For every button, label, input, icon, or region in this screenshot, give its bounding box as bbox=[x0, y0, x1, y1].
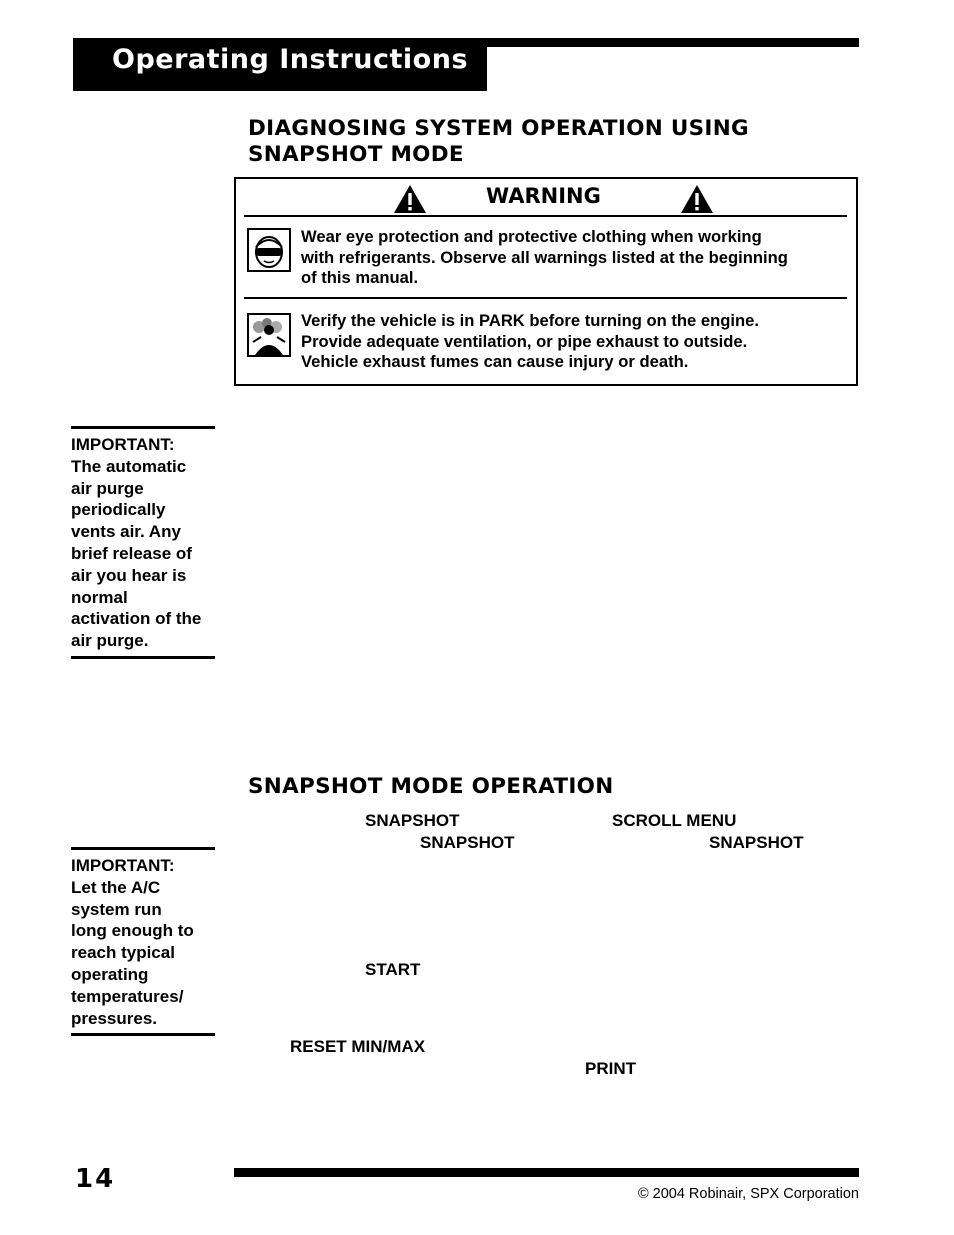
page-title: Operating Instructions bbox=[112, 44, 469, 75]
warning-title: WARNING bbox=[486, 184, 601, 208]
important-note-rule bbox=[71, 847, 215, 850]
exhaust-fumes-icon bbox=[249, 315, 289, 355]
eye-protection-icon-frame bbox=[247, 228, 291, 272]
label-snapshot: SNAPSHOT bbox=[420, 833, 515, 852]
label-scroll-menu: SCROLL MENU bbox=[612, 811, 737, 830]
important-note-rule bbox=[71, 1033, 215, 1036]
important-note-rule bbox=[71, 656, 215, 659]
warning-text-exhaust: Verify the vehicle is in PARK before turning on the engine. Provide adequate ventilation, or pipe exhaust to outside. Vehicle exhaust fumes can cause injury or death. bbox=[301, 311, 759, 371]
label-snapshot: SNAPSHOT bbox=[709, 833, 804, 852]
important-note-air-purge: IMPORTANT: The automatic air purge periodically vents air. Any brief release of air you hear is normal activation of the air purge. bbox=[71, 435, 202, 651]
section-heading-diagnosing: DIAGNOSING SYSTEM OPERATION USING SNAPSHOT MODE bbox=[248, 116, 749, 167]
eye-protection-icon bbox=[249, 230, 289, 270]
label-print: PRINT bbox=[585, 1059, 636, 1078]
exhaust-fumes-icon-frame bbox=[247, 313, 291, 357]
important-note-ac-system: IMPORTANT: Let the A/C system run long enough to reach typical operating temperatures/ pressures. bbox=[71, 856, 194, 1028]
footer-rule bbox=[234, 1168, 859, 1177]
section-heading-snapshot-operation: SNAPSHOT MODE OPERATION bbox=[248, 774, 614, 799]
label-reset-min-max: RESET MIN/MAX bbox=[290, 1037, 426, 1056]
label-start: START bbox=[365, 960, 421, 979]
copyright-notice: © 2004 Robinair, SPX Corporation bbox=[637, 1186, 859, 1202]
label-snapshot: SNAPSHOT bbox=[365, 811, 460, 830]
warning-divider bbox=[244, 215, 847, 217]
warning-triangle-icon bbox=[680, 184, 714, 214]
warning-text-eye-protection: Wear eye protection and protective clothing when working with refrigerants. Observe all warnings listed at the beginning of this manual. bbox=[301, 227, 788, 287]
warning-triangle-icon bbox=[393, 184, 427, 214]
important-note-rule bbox=[71, 426, 215, 429]
page-number: 14 bbox=[75, 1164, 116, 1194]
warning-divider bbox=[244, 297, 847, 299]
